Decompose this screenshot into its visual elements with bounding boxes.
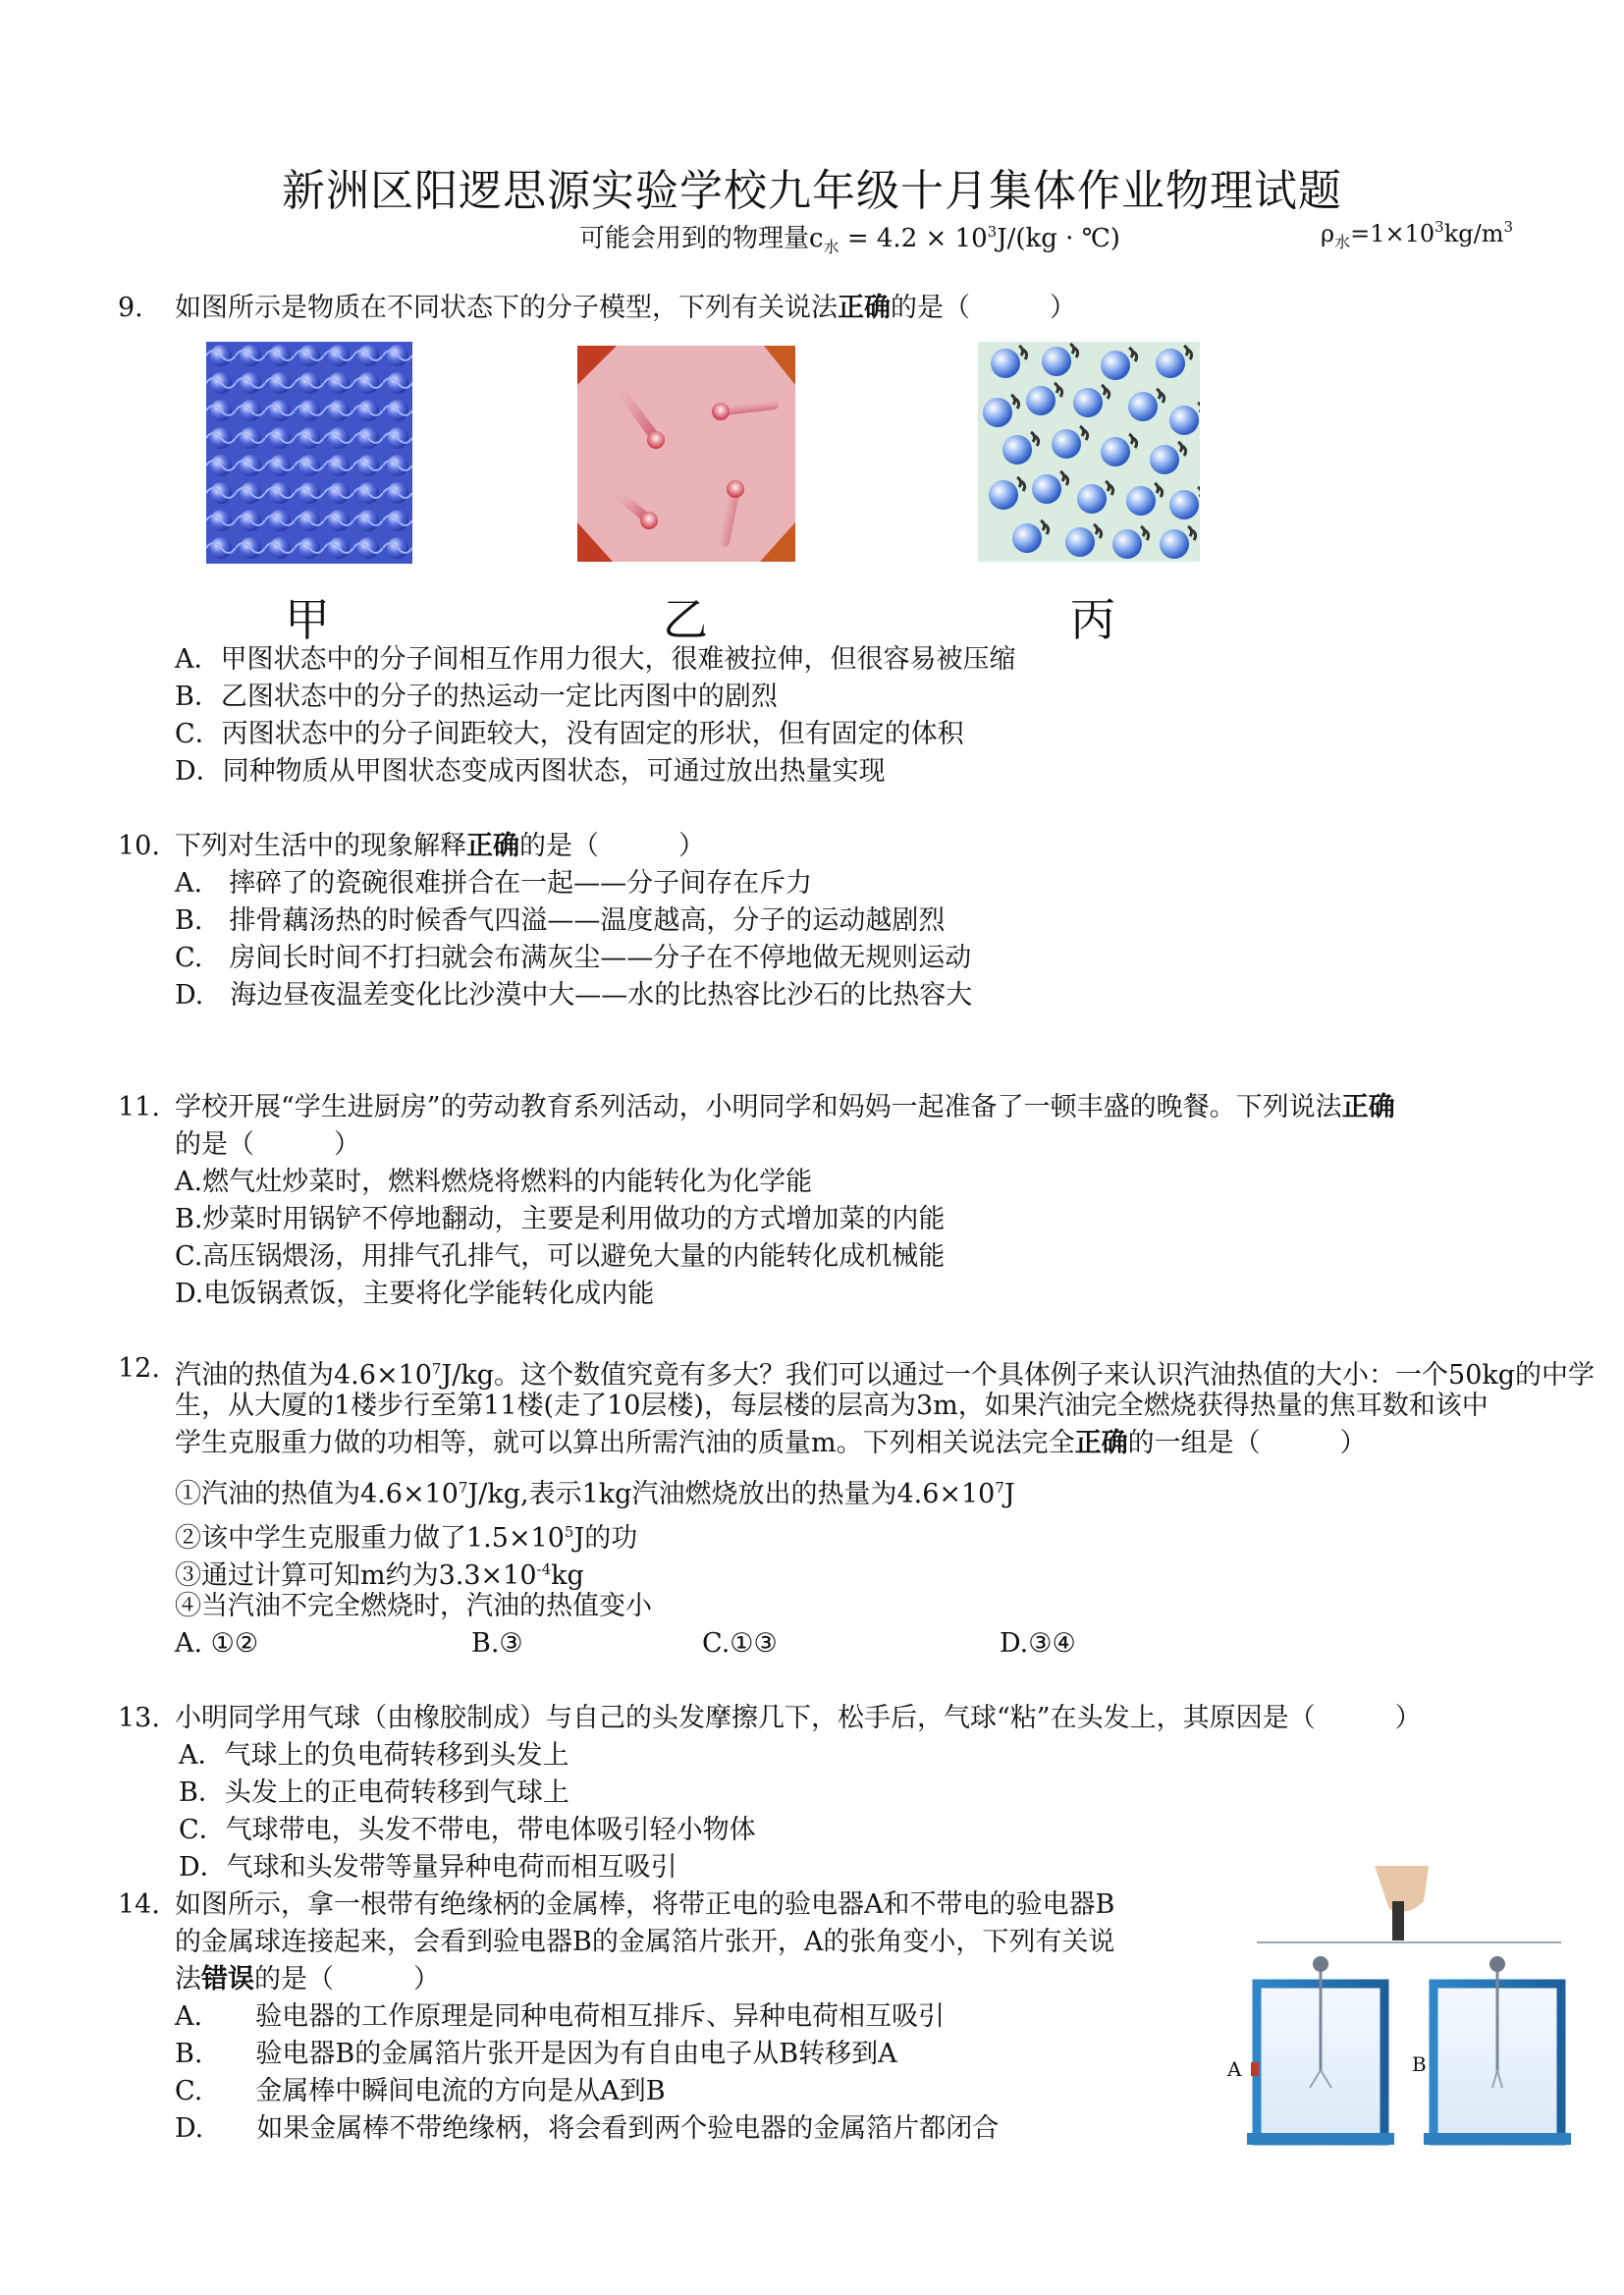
liquid-molecule [1150,445,1179,474]
q12-stem-line2: 生，从大厦的1楼步行至第11楼(走了10层楼)，每层楼的层高为3m，如果汽油完全燃烧获得热量的焦耳数和该中 [175,1391,1489,1421]
liquid-molecule [1169,490,1199,519]
electroscope-b [1424,1956,1571,2145]
q12-number: 12. [118,1353,160,1384]
q11-stem-line2: 的是（ ） [175,1129,360,1160]
q14-option-c: C. 金属棒中瞬间电流的方向是从A到B [175,2076,666,2106]
q11-option-d: D.电饭锅煮饭，主要将化学能转化成内能 [175,1279,655,1309]
liquid-molecule [1073,388,1103,417]
q14-stem-line2: 的金属球连接起来，会看到验电器B的金属箔片张开，A的张角变小，下列有关说 [175,1927,1115,1957]
figure-label-jia: 甲 [285,593,330,646]
q11-number: 11. [118,1092,160,1122]
q13-option-a: A．气球上的负电荷转移到头发上 [179,1740,569,1771]
q10-stem: 下列对生活中的现象解释正确的是（ ） [175,831,705,861]
q10-option-c: C. 房间长时间不打扫就会布满灰尘——分子在不停地做无规则运动 [175,943,972,973]
figure-electroscopes [1227,1866,1581,2160]
q11-option-c: C.高压锅煨汤，用排气孔排气，可以避免大量的内能转化成机械能 [175,1241,946,1272]
q12-statement-1: ①汽油的热值为$4.6\times 10^7J/kg$,表示1kg汽油燃烧放出的热量为$4.6\times 10^7J$ [175,1479,1015,1509]
liquid-molecule [1101,437,1130,466]
q12-choice-c: C.①③ [702,1628,778,1659]
q9-stem: 如图所示是物质在不同状态下的分子模型，下列有关说法正确的是（ ） [175,293,1076,323]
q12-choice-d: D.③④ [1000,1628,1076,1659]
density-constant: $\rho_水=1\times 10^3kg/m^3$ [1321,218,1513,251]
q12-statement-2: ②该中学生克服重力做了$1.5\times 10^5J$的功 [175,1523,638,1554]
liquid-molecule [1032,474,1061,504]
liquid-molecule [1101,351,1130,380]
q13-option-d: D．气球和头发带等量异种电荷而相互吸引 [179,1852,677,1883]
q10-number: 10. [118,831,160,861]
q11-option-b: B.炒菜时用锅铲不停地翻动，主要是利用做功的方式增加菜的内能 [175,1204,946,1234]
electroscope-a [1247,1956,1394,2145]
liquid-molecule [1026,386,1056,415]
q14-stem-line3: 法错误的是（ ） [175,1964,440,1994]
page-title: 新洲区阳逻思源实验学校九年级十月集体作业物理试题 [282,166,1342,216]
q9-option-d: D．同种物质从甲图状态变成丙图状态，可通过放出热量实现 [175,756,886,787]
liquid-molecule [1012,523,1042,553]
q14-number: 14. [118,1889,160,1920]
q9-option-c: C．丙图状态中的分子间距较大，没有固定的形状，但有固定的体积 [175,719,964,749]
figure-gas-molecules [577,346,795,562]
q11-option-a: A.燃气灶炒菜时，燃料燃烧将燃料的内能转化为化学能 [175,1167,813,1197]
liquid-molecule [1052,429,1081,459]
liquid-molecule [1169,406,1199,435]
q13-number: 13. [118,1703,160,1733]
figure-liquid-molecules [978,342,1200,562]
electroscope-label-b: B [1412,2052,1427,2076]
q10-option-d: D. 海边昼夜温差变化比沙漠中大——水的比热容比沙石的比热容大 [175,980,973,1011]
liquid-molecule [1112,529,1142,559]
q13-option-c: C．气球带电，头发不带电，带电体吸引轻小物体 [179,1815,756,1845]
q9-option-b: B．乙图状态中的分子的热运动一定比丙图中的剧烈 [175,682,778,712]
q9-number: 9. [118,293,143,323]
liquid-molecule [1002,435,1032,464]
q12-statement-4: ④当汽油不完全燃烧时，汽油的热值变小 [175,1591,652,1621]
q9-option-a: A．甲图状态中的分子间相互作用力很大，很难被拉伸，但很容易被压缩 [175,644,1016,675]
liquid-molecule [1077,484,1107,514]
q12-stem-line3: 学生克服重力做的功相等，就可以算出所需汽油的质量m。下列相关说法完全正确的一组是（ ） [175,1428,1367,1458]
liquid-molecule [983,398,1012,427]
liquid-molecule [989,480,1018,510]
liquid-molecule [1156,349,1185,378]
liquid-molecule [1128,392,1158,421]
liquid-molecule [1065,527,1095,557]
figure-solid-molecules [206,342,412,564]
q12-stem-line1: 汽油的热值为$4.6\times 10^7J/kg$。这个数值究竟有多大？我们可以通过一个具体例子来认识汽油热值的大小：一个50kg的中学 [175,1360,1596,1391]
q12-statement-3: ③通过计算可知m约为$3.3\times 10^{-4}kg$ [175,1560,584,1591]
q13-option-b: B．头发上的正电荷转移到气球上 [179,1777,569,1808]
electroscope-label-a: A [1227,2057,1242,2081]
insulating-handle [1392,1901,1404,1940]
q14-option-b: B. 验电器B的金属箔片张开是因为有自由电子从B转移到A [175,2039,897,2069]
figure-label-bing: 丙 [1070,593,1115,646]
q12-choice-a: A. ①② [175,1628,259,1659]
q13-stem: 小明同学用气球（由橡胶制成）与自己的头发摩擦几下，松手后，气球“粘”在头发上，其原因是（ ） [175,1703,1422,1733]
q14-option-a: A. 验电器的工作原理是同种电荷相互排斥、异种电荷相互吸引 [175,2001,946,2032]
liquid-molecule [1126,486,1156,516]
q10-option-b: B. 排骨藕汤热的时候香气四溢——温度越高，分子的运动越剧烈 [175,905,946,936]
liquid-molecule [1160,529,1189,559]
q12-choice-b: B.③ [471,1628,523,1659]
q14-option-d: D. 如果金属棒不带绝缘柄，将会看到两个验电器的金属箔片都闭合 [175,2113,1000,2144]
figure-label-yi: 乙 [663,593,708,646]
constants-line: 可能会用到的物理量$c_水 = 4.2 \times 10^3J/(kg$ · ℃) [579,223,1120,256]
q11-stem-line1: 学校开展“学生进厨房”的劳动教育系列活动，小明同学和妈妈一起准备了一顿丰盛的晚餐。下列说法正确 [175,1092,1395,1122]
q14-stem-line1: 如图所示，拿一根带有绝缘柄的金属棒，将带正电的验电器A和不带电的验电器B [175,1889,1115,1920]
liquid-molecule [991,349,1020,378]
liquid-molecule [1042,347,1071,376]
q10-option-a: A. 摔碎了的瓷碗很难拼合在一起——分子间存在斥力 [175,868,813,899]
